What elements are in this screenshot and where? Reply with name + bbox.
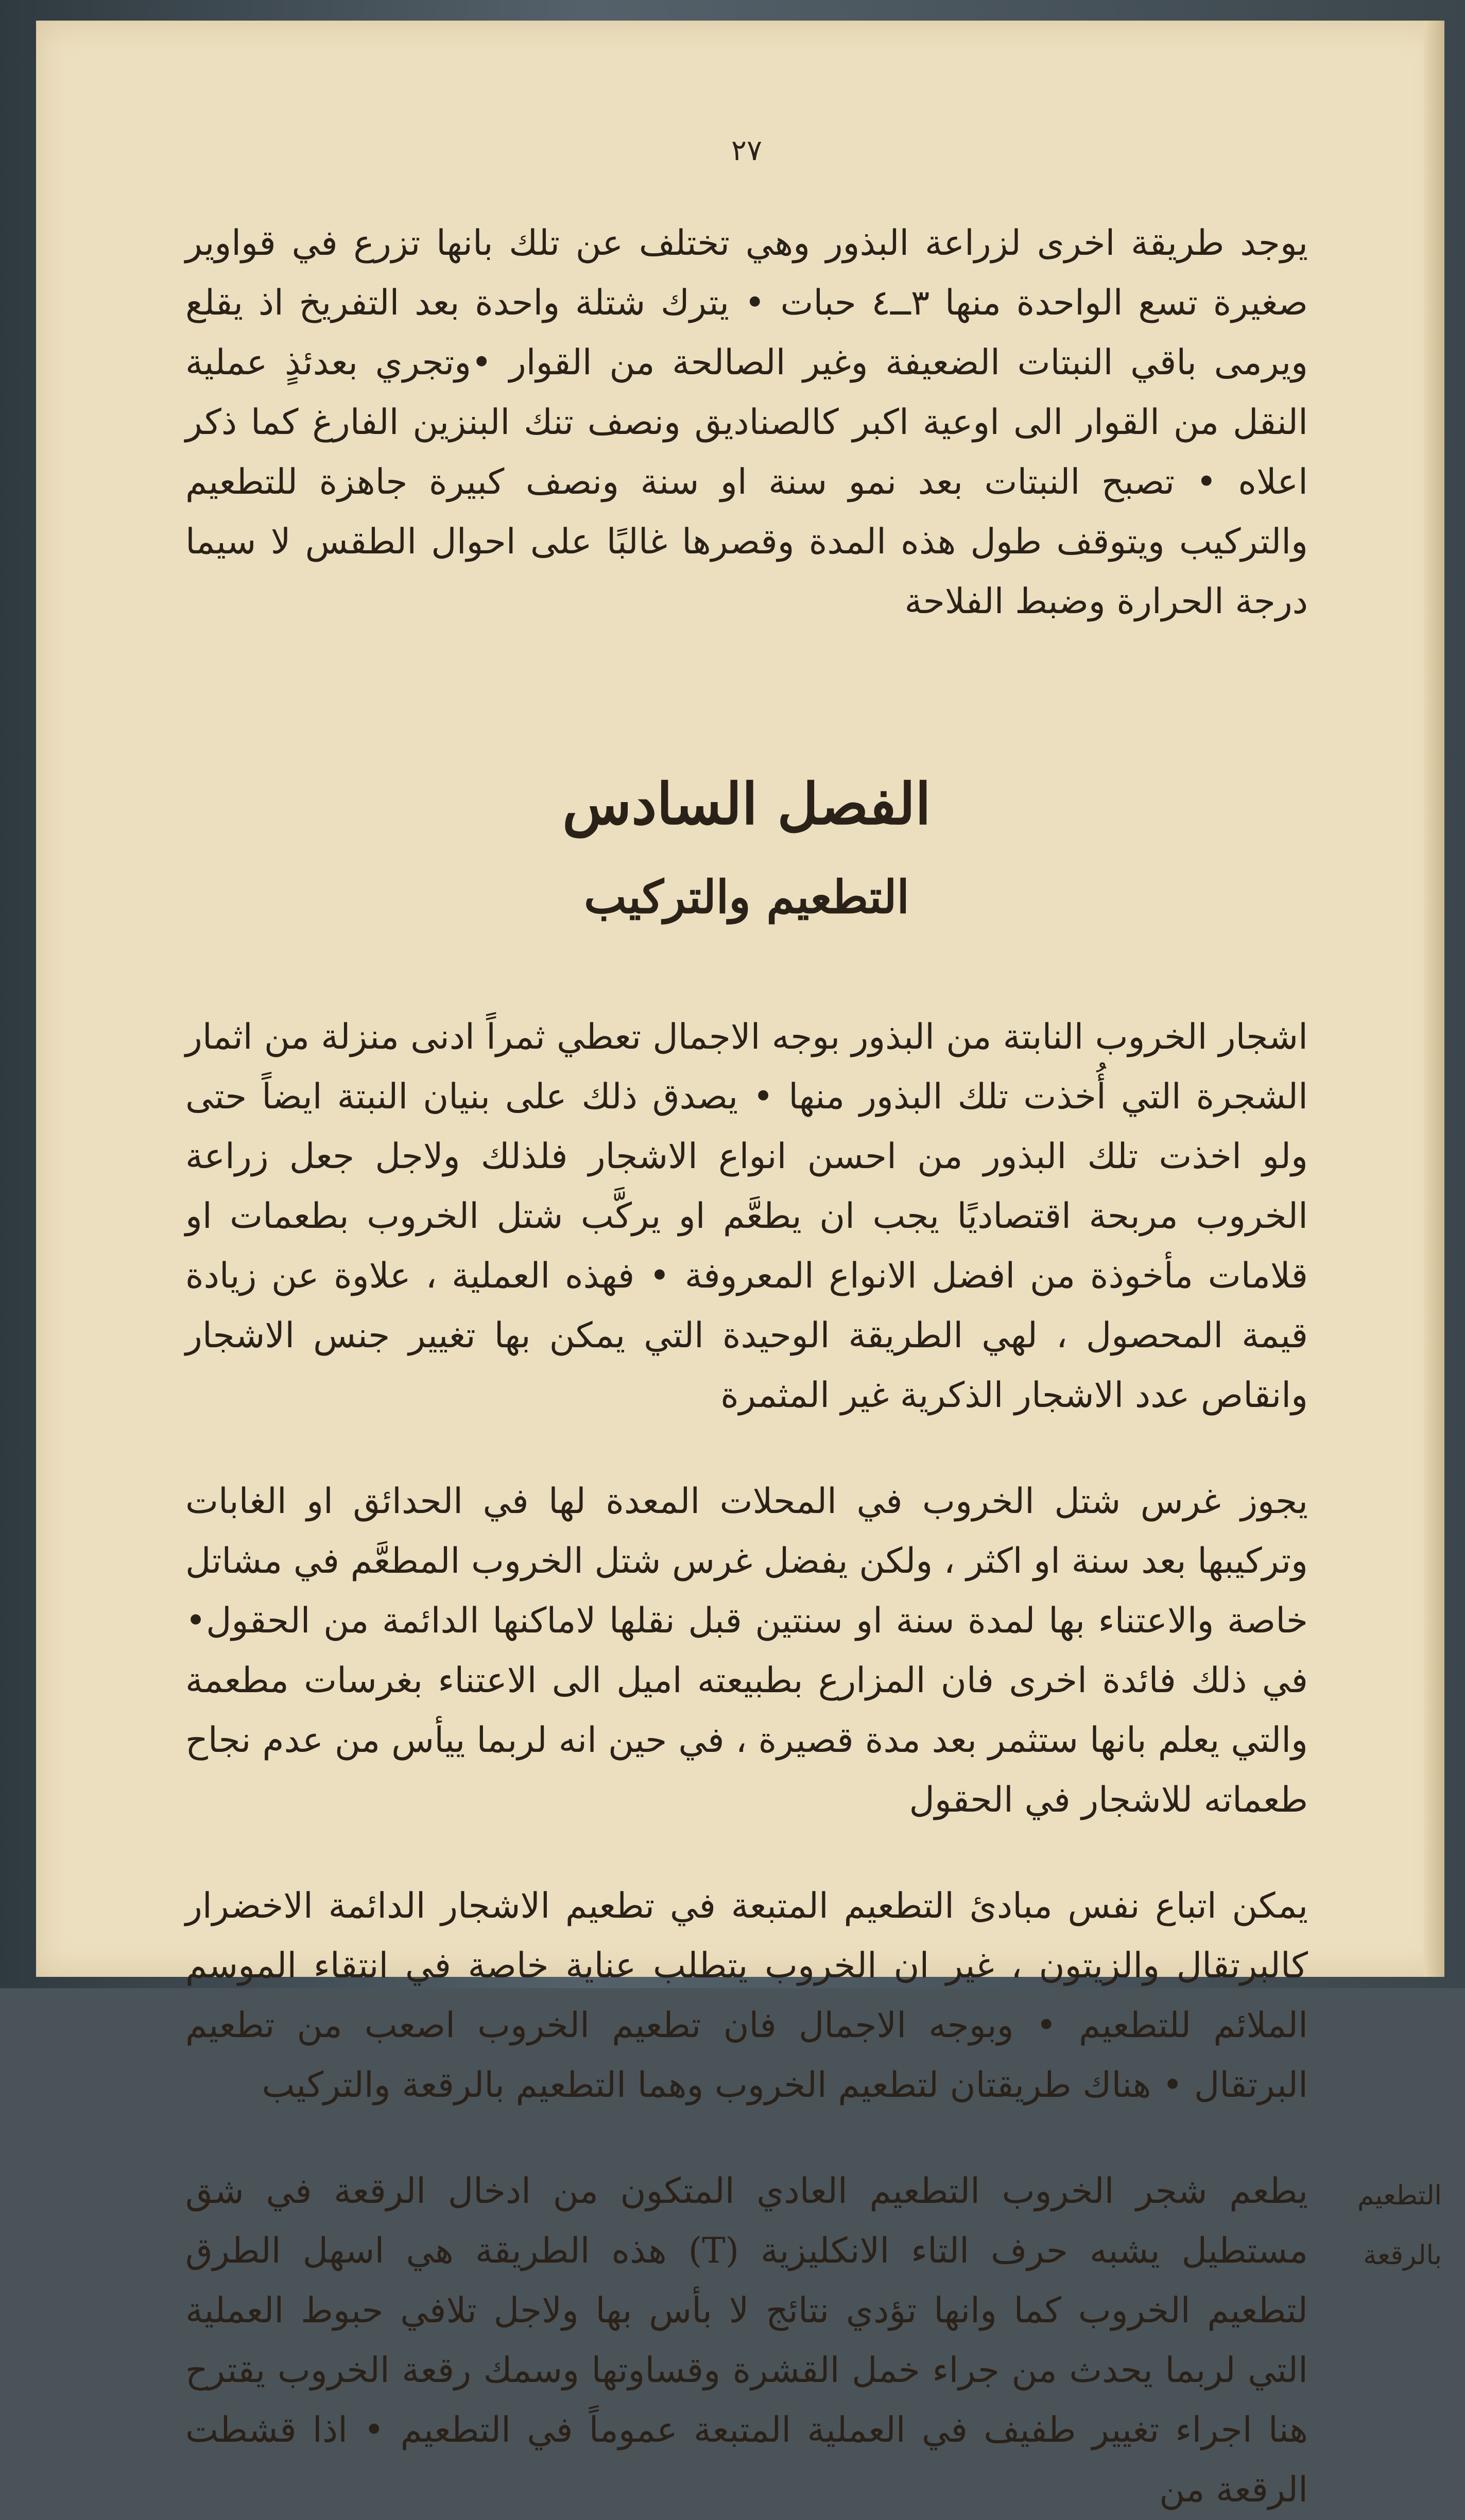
page-number: ٢٧	[731, 134, 763, 167]
paragraph-2: يجوز غرس شتل الخروب في المحلات المعدة لها في الحدائق او الغابات وتركيبها بعد سنة او اكثر ، ولكن يفضل غرس شتل الخروب المطعَّم في مشاتل خاصة والاعتناء بها لمدة سنة او سنتين قبل نقلها لاماكنها الدائمة من الحقول• في ذلك فائدة اخرى فان المزارع بطبيعته اميل الى الاعتناء بغرسات مطعمة والتي يعلم بانها ستثمر بعد مدة قصيرة ، في حين انه لربما ييأس من عدم نجاح طعماته للاشجار في الحقول	[185, 1481, 1308, 1820]
spacer	[185, 2115, 1308, 2162]
budding-section	[185, 2162, 1442, 2520]
chapter-title: الفصل السادس	[562, 771, 931, 837]
page-edge	[1424, 21, 1444, 1977]
paragraph-1: اشجار الخروب النابتة من البذور بوجه الاجمال تعطي ثمراً ادنى منزلة من اثمار الشجرة التي أُخذت تلك البذور منها • يصدق ذلك على بنيان النبتة ايضاً حتى ولو اخذت تلك البذور من احسن انواع الاشجار فلذلك ولاجل جعل زراعة الخروب مربحة اقتصاديًا يجب ان يطعَّم او يركَّب شتل الخروب بطعمات او قلامات مأخوذة من افضل الانواع المعروفة • فهذه العملية ، علاوة عن زيادة قيمة المحصول ، لهي الطريقة الوحيدة التي يمكن بها تغيير جنس الاشجار وانقاص عدد الاشجار الذكرية غير المثمرة	[185, 1017, 1308, 1416]
chapter-subtitle: التطعيم والتركيب	[584, 870, 909, 924]
spacer	[185, 1830, 1308, 1876]
paragraph-4: يطعم شجر الخروب التطعيم العادي المتكون من ادخال الرقعة في شق مستطيل يشبه حرف التاء الانكليزية (T) هذه الطريقة هي اسهل الطرق لتطعيم الخروب كما وانها تؤدي نتائج لا بأس بها ولاجل تلافي حبوط العملية التي لربما يحدث من جراء خمل القشرة وقساوتها وسمك رقعة الخروب يقترح هنا اجراء تغيير طفيف في العملية المتبعة عموماً في التطعيم • اذا قشطت الرقعة من	[185, 2171, 1308, 2510]
spacer	[185, 1426, 1308, 1472]
spacer	[185, 632, 1308, 766]
paragraph-3: يمكن اتباع نفس مبادئ التطعيم المتبعة في تطعيم الاشجار الدائمة الاخضرار كالبرتقال والزيتون ، غير ان الخروب يتطلب عناية خاصة في انتقاء الموسم الملائم للتطعيم • وبوجه الاجمال فان تطعيم الخروب اصعب من تطعيم البرتقال • هناك طريقتان لتطعيم الخروب وهما التطعيم بالرقعة والتركيب	[185, 1886, 1308, 2106]
book-page	[36, 21, 1444, 2510]
margin-note: التطعيم بالرقعة	[1357, 2180, 1442, 2271]
intro-paragraph: يوجد طريقة اخرى لزراعة البذور وهي تختلف عن تلك بانها تزرع في قواوير صغيرة تسع الواحدة منها ٣ــ٤ حبات • يترك شتلة واحدة بعد التفريخ اذ يقلع ويرمى باقي النبتات الضعيفة وغير الصالحة من القوار •وتجري بعدئذٍ عملية النقل من القوار الى اوعية اكبر كالصناديق ونصف تنك البنزين الفارغ كما ذكر اعلاه • تصبح النبتات بعد نمو سنة او سنة ونصف كبيرة جاهزة للتطعيم والتركيب ويتوقف طول هذه المدة وقصرها غالبًا على احوال الطقس لا سيما درجة الحرارة وضبط الفلاحة	[185, 223, 1308, 622]
page-content	[185, 134, 1442, 2520]
